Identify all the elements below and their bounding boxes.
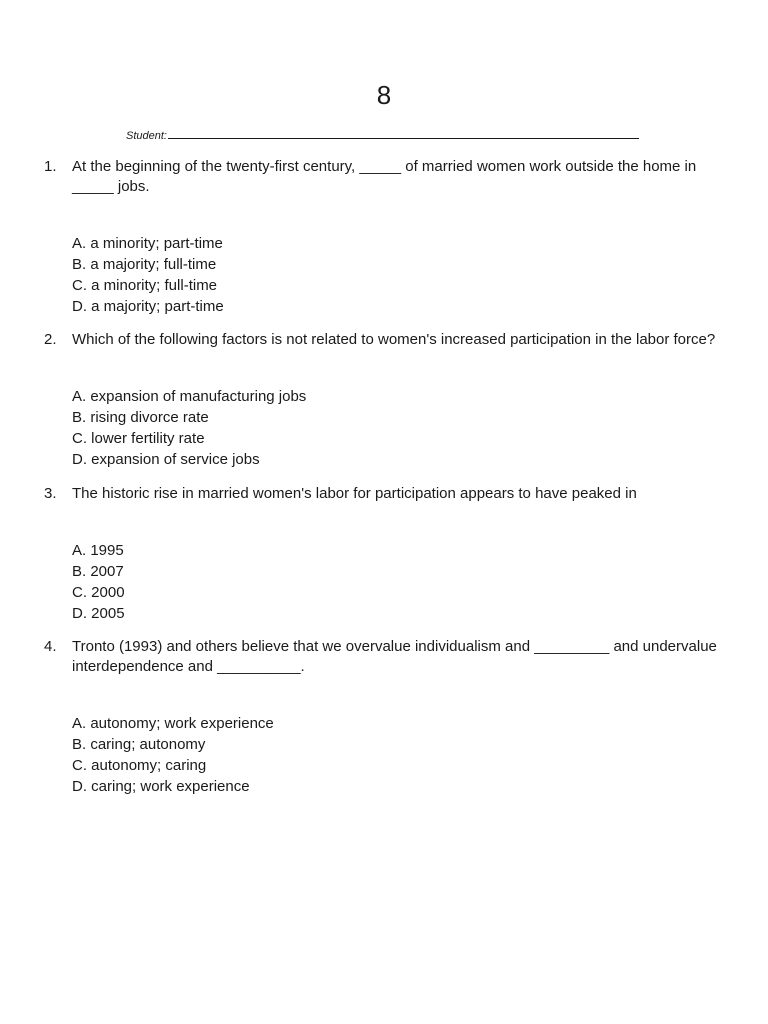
answer-option-c: C. 2000 (72, 584, 125, 601)
answer-option-a: A. autonomy; work experience (72, 715, 274, 732)
answer-option-b: B. a majority; full-time (72, 256, 217, 273)
student-label: Student: (126, 130, 167, 142)
question-3 (44, 484, 734, 624)
answer-option-b: B. caring; autonomy (72, 736, 206, 753)
answer-option-d: D. caring; work experience (72, 778, 250, 795)
answer-option-d: D. 2005 (72, 605, 125, 622)
student-name-line (126, 127, 639, 143)
question-number: 2. (44, 331, 57, 348)
answer-options (44, 233, 734, 317)
question-stem (44, 484, 734, 504)
answer-option-b: B. 2007 (72, 563, 124, 580)
question-number: 1. (44, 158, 57, 175)
answer-options (44, 540, 734, 624)
question-number: 4. (44, 638, 57, 655)
question-text: Tronto (1993) and others believe that we overvalue individualism and _________ and undervalue interdependence and __________. (72, 638, 717, 675)
answer-options (44, 713, 734, 797)
answer-option-a: A. expansion of manufacturing jobs (72, 388, 307, 405)
question-stem (44, 157, 734, 197)
answer-option-a: A. a minority; part-time (72, 235, 223, 252)
question-text: Which of the following factors is not related to women's increased participation in the labor force? (72, 331, 716, 348)
question-4 (44, 637, 734, 797)
question-1 (44, 157, 734, 317)
question-text: At the beginning of the twenty-first century, _____ of married women work outside the home in _____ jobs. (72, 158, 697, 195)
question-stem (44, 330, 734, 350)
answer-options (44, 386, 734, 470)
answer-option-d: D. a majority; part-time (72, 298, 224, 315)
answer-option-c: C. autonomy; caring (72, 757, 207, 774)
answer-option-d: D. expansion of service jobs (72, 451, 260, 468)
page-number: 8 (376, 80, 392, 110)
question-2 (44, 330, 734, 470)
question-number: 3. (44, 485, 57, 502)
answer-option-c: C. a minority; full-time (72, 277, 218, 294)
question-stem (44, 637, 734, 677)
student-name-blank[interactable] (168, 127, 639, 139)
answer-option-a: A. 1995 (72, 542, 124, 559)
answer-option-b: B. rising divorce rate (72, 409, 209, 426)
answer-option-c: C. lower fertility rate (72, 430, 205, 447)
question-text: The historic rise in married women's labor for participation appears to have peaked in (72, 485, 637, 502)
